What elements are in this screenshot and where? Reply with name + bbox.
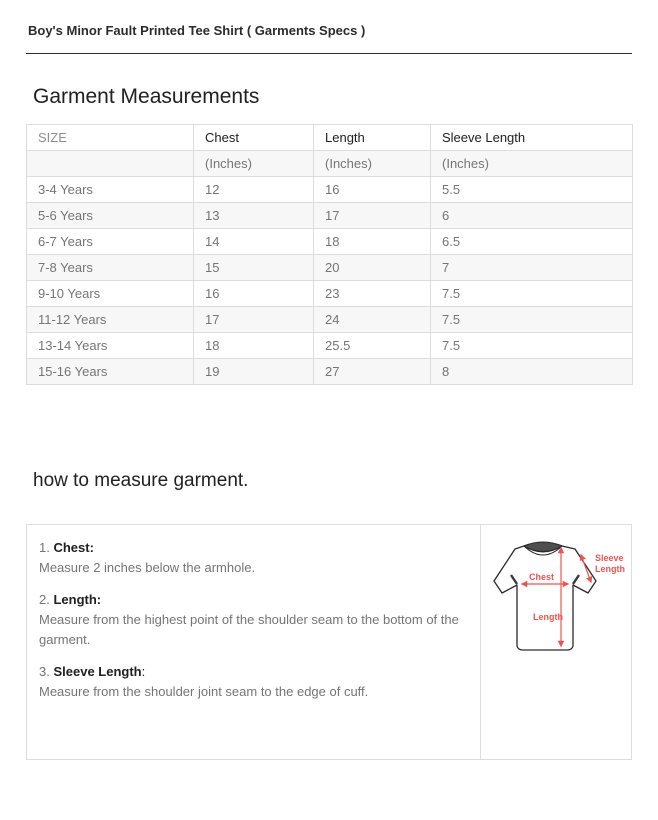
table-row xyxy=(27,255,633,281)
instruction-text: Measure 2 inches below the armhole. xyxy=(39,560,256,575)
table-cell-sleeve: 7.5 xyxy=(431,333,633,359)
table-row xyxy=(27,333,633,359)
instruction-label: Length: xyxy=(53,592,102,607)
table-cell-size: 13-14 Years xyxy=(27,333,194,359)
table-cell-length: 23 xyxy=(314,281,431,307)
table-cell-sleeve: 7.5 xyxy=(431,307,633,333)
measure-instructions-box xyxy=(26,524,632,760)
instruction-text: Measure from the highest point of the shoulder seam to the bottom of the garment. xyxy=(39,612,459,647)
measure-instructions-text xyxy=(27,525,480,759)
column-header-chest: Chest xyxy=(194,125,314,151)
instruction-number: 2. xyxy=(39,592,50,607)
table-cell-length: 27 xyxy=(314,359,431,385)
table-cell-chest: 16 xyxy=(194,281,314,307)
instruction-sleeve-length: 3. Sleeve Length: Measure from the shoulder joint seam to the edge of cuff. xyxy=(39,662,460,702)
title-divider xyxy=(26,53,632,54)
sleeve-length-label-line2: Length xyxy=(595,564,625,574)
table-cell-length: 16 xyxy=(314,177,431,203)
table-cell-length: 24 xyxy=(314,307,431,333)
table-cell-sleeve: 5.5 xyxy=(431,177,633,203)
table-cell: (Inches) xyxy=(314,151,431,177)
chest-arrow-label: Chest xyxy=(529,572,555,582)
table-row xyxy=(27,177,633,203)
length-arrow-label: Length xyxy=(533,612,563,622)
table-cell-size: 7-8 Years xyxy=(27,255,194,281)
table-row xyxy=(27,229,633,255)
table-cell xyxy=(27,151,194,177)
instruction-text: Measure from the shoulder joint seam to the edge of cuff. xyxy=(39,684,369,699)
table-cell-size: 3-4 Years xyxy=(27,177,194,203)
table-header-row xyxy=(27,125,633,151)
table-row xyxy=(27,307,633,333)
table-units-row xyxy=(27,151,633,177)
tshirt-outline xyxy=(494,543,596,651)
instruction-length xyxy=(39,590,460,650)
instruction-label: Sleeve Length xyxy=(53,664,142,679)
table-cell-length: 20 xyxy=(314,255,431,281)
garment-measurements-heading: Garment Measurements xyxy=(33,85,260,108)
table-cell-chest: 18 xyxy=(194,333,314,359)
table-cell-size: 11-12 Years xyxy=(27,307,194,333)
instruction-chest xyxy=(39,538,460,578)
table-cell-chest: 13 xyxy=(194,203,314,229)
table-cell-chest: 19 xyxy=(194,359,314,385)
table-cell-chest: 15 xyxy=(194,255,314,281)
instruction-number: 1. xyxy=(39,540,50,555)
table-row xyxy=(27,203,633,229)
table-cell-length: 17 xyxy=(314,203,431,229)
column-header-size: SIZE xyxy=(27,125,194,151)
page-container xyxy=(26,24,632,760)
how-to-measure-heading: how to measure garment. xyxy=(33,470,249,491)
table-cell-size: 15-16 Years xyxy=(27,359,194,385)
table-cell-chest: 12 xyxy=(194,177,314,203)
page-title: Boy's Minor Fault Printed Tee Shirt ( Garments Specs ) xyxy=(28,23,366,38)
table-cell: (Inches) xyxy=(194,151,314,177)
measure-diagram-cell xyxy=(480,525,631,759)
table-cell-chest: 17 xyxy=(194,307,314,333)
table-cell-length: 25.5 xyxy=(314,333,431,359)
table-cell-size: 6-7 Years xyxy=(27,229,194,255)
table-cell-length: 18 xyxy=(314,229,431,255)
tshirt-measurement-diagram xyxy=(481,530,631,730)
table-cell-sleeve: 8 xyxy=(431,359,633,385)
instruction-number: 3. xyxy=(39,664,50,679)
table-cell-sleeve: 7 xyxy=(431,255,633,281)
size-chart-table xyxy=(26,124,633,385)
table-cell-size: 5-6 Years xyxy=(27,203,194,229)
sleeve-length-label-line1: Sleeve xyxy=(595,553,624,563)
table-cell-sleeve: 7.5 xyxy=(431,281,633,307)
column-header-sleeve-length: Sleeve Length xyxy=(431,125,633,151)
column-header-length: Length xyxy=(314,125,431,151)
table-row xyxy=(27,359,633,385)
instruction-label: Chest: xyxy=(53,540,94,555)
table-cell-chest: 14 xyxy=(194,229,314,255)
table-row xyxy=(27,281,633,307)
table-cell-size: 9-10 Years xyxy=(27,281,194,307)
table-cell-sleeve: 6.5 xyxy=(431,229,633,255)
table-cell: (Inches) xyxy=(431,151,633,177)
table-cell-sleeve: 6 xyxy=(431,203,633,229)
